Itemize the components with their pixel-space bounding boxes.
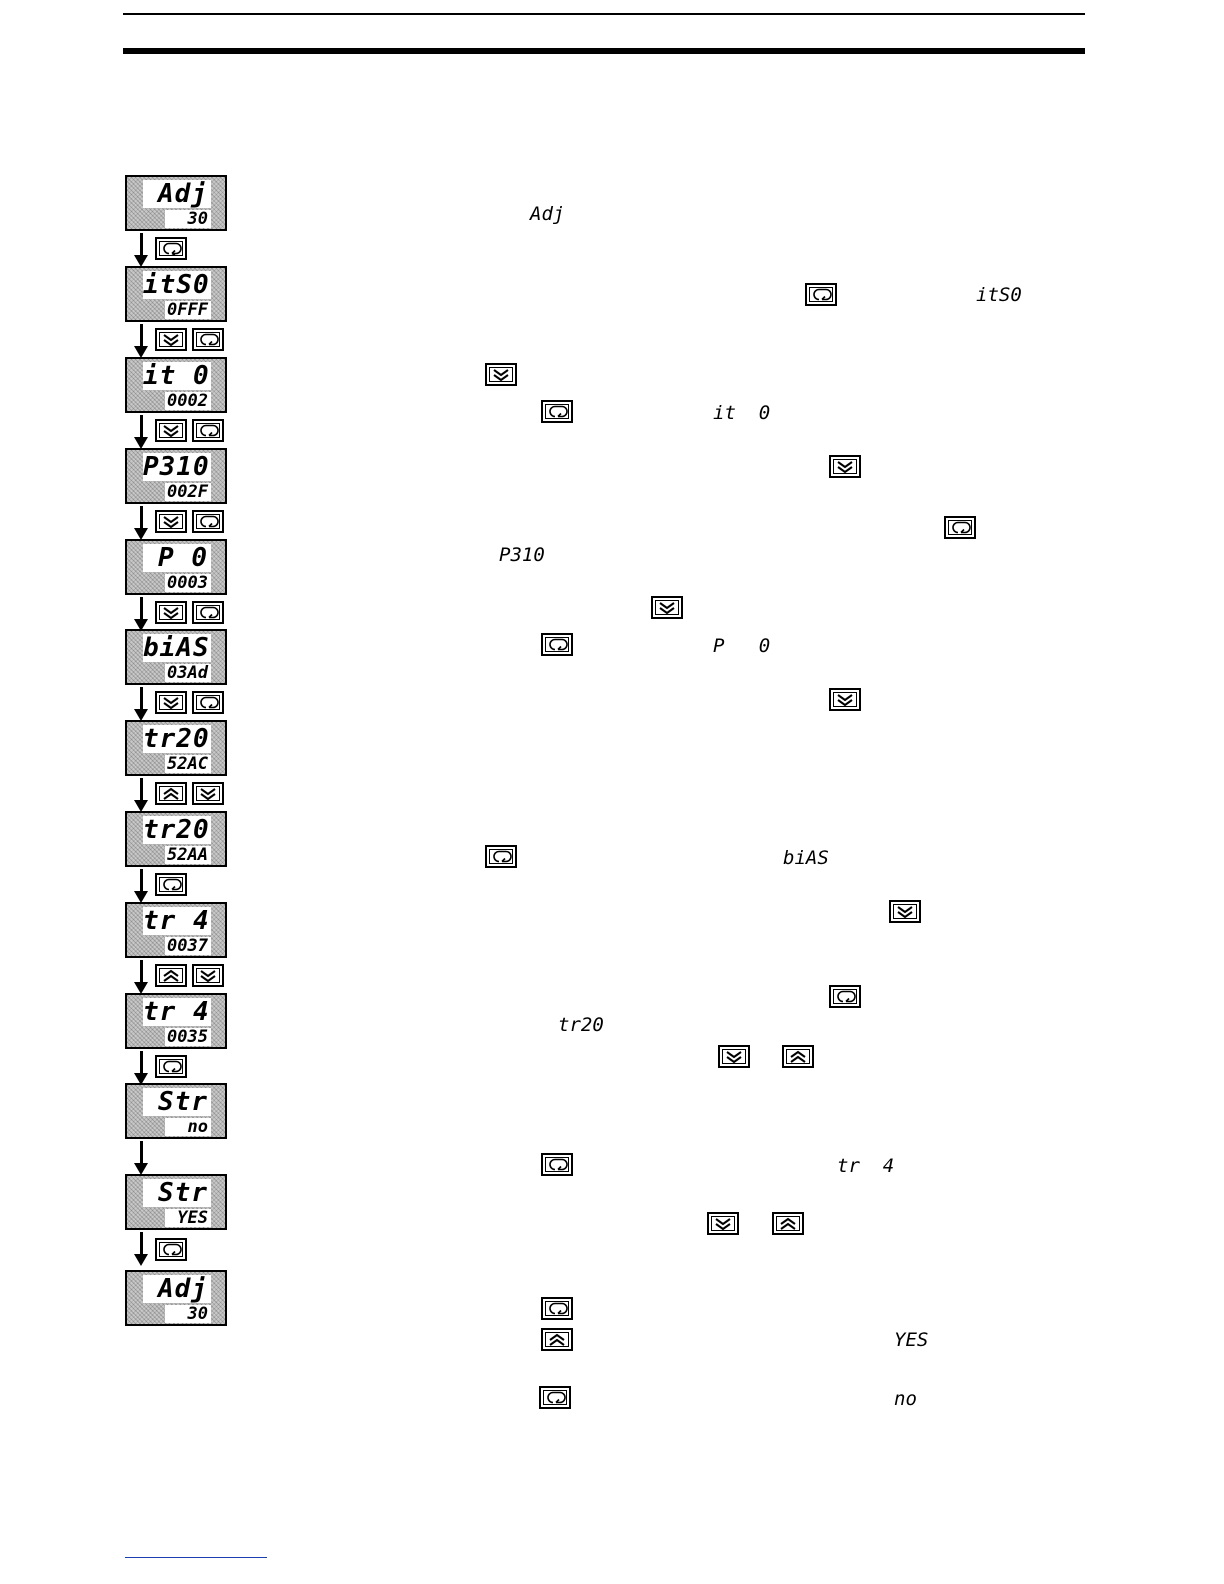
inline-segment-label: itS0 [976, 284, 1022, 306]
mode-key-icon [192, 328, 224, 351]
header-rule-thin [123, 13, 1085, 15]
inline-segment-label: Adj [530, 203, 565, 225]
display-panel [125, 720, 227, 776]
up-key-icon [541, 1328, 573, 1351]
inline-segment-label: P 0 [713, 635, 771, 657]
display-panel [125, 811, 227, 867]
down-key-icon [155, 328, 187, 351]
down-key-icon [155, 691, 187, 714]
inline-segment-label: tr 4 [837, 1155, 895, 1177]
mode-key-icon [192, 601, 224, 624]
display-panel [125, 902, 227, 958]
down-arrow-icon [134, 1232, 148, 1266]
down-key-icon [651, 596, 683, 619]
mode-key-icon [155, 873, 187, 896]
display-bottom-text: 30 [165, 1305, 211, 1323]
down-key-icon [829, 455, 861, 478]
display-panel [125, 993, 227, 1049]
up-key-icon [155, 964, 187, 987]
mode-key-icon [541, 633, 573, 656]
inline-segment-label: P310 [499, 544, 545, 566]
display-top-text: Adj [143, 180, 211, 208]
display-top-text: tr 4 [143, 997, 210, 1027]
display-panel [125, 1270, 227, 1326]
display-top-text: Adj [143, 1275, 211, 1303]
down-arrow-icon [134, 324, 148, 358]
down-key-icon [829, 688, 861, 711]
down-arrow-icon [134, 233, 148, 267]
up-key-icon [772, 1212, 804, 1235]
display-top-text: Str [143, 1179, 211, 1207]
display-bottom-text: no [165, 1118, 211, 1136]
down-key-icon [889, 900, 921, 923]
up-key-icon [155, 782, 187, 805]
display-panel [125, 266, 227, 322]
display-panel [125, 175, 227, 231]
display-bottom-text: 52AA [165, 846, 211, 864]
display-top-text: itS0 [143, 270, 210, 300]
down-key-icon [485, 363, 517, 386]
mode-key-icon [541, 400, 573, 423]
display-panel [125, 1083, 227, 1139]
header-rule-thick [123, 48, 1085, 54]
mode-key-icon [829, 985, 861, 1008]
down-arrow-icon [134, 597, 148, 631]
inline-segment-label: tr20 [558, 1014, 604, 1036]
inline-segment-label: YES [894, 1329, 929, 1351]
down-key-icon [155, 601, 187, 624]
down-key-icon [155, 510, 187, 533]
mode-key-icon [541, 1153, 573, 1176]
display-bottom-text: 0035 [165, 1028, 211, 1046]
down-arrow-icon [134, 1051, 148, 1085]
display-top-text: tr20 [143, 724, 210, 754]
mode-key-icon [155, 1055, 187, 1078]
display-panel [125, 539, 227, 595]
mode-key-icon [192, 419, 224, 442]
display-panel [125, 1174, 227, 1230]
down-arrow-icon [134, 506, 148, 540]
down-arrow-icon [134, 778, 148, 812]
display-top-text: it 0 [143, 361, 210, 391]
mode-key-icon [805, 283, 837, 306]
down-key-icon [707, 1212, 739, 1235]
display-bottom-text: 0003 [165, 574, 211, 592]
down-arrow-icon [134, 869, 148, 903]
mode-key-icon [485, 845, 517, 868]
down-key-icon [155, 419, 187, 442]
display-top-text: biAS [143, 633, 210, 663]
mode-key-icon [192, 510, 224, 533]
footer-link-rule [125, 1557, 267, 1558]
down-key-icon [192, 782, 224, 805]
display-panel [125, 448, 227, 504]
display-bottom-text: 002F [165, 483, 211, 501]
display-top-text: tr20 [143, 815, 210, 845]
mode-key-icon [192, 691, 224, 714]
display-bottom-text: 0037 [165, 937, 211, 955]
display-top-text: P310 [143, 452, 210, 482]
down-key-icon [718, 1045, 750, 1068]
display-bottom-text: 30 [165, 210, 211, 228]
mode-key-icon [539, 1386, 571, 1409]
down-key-icon [192, 964, 224, 987]
display-bottom-text: 03Ad [165, 664, 211, 682]
inline-segment-label: no [894, 1388, 917, 1410]
display-top-text: tr 4 [143, 906, 210, 936]
inline-segment-label: biAS [783, 847, 829, 869]
inline-segment-label: it 0 [713, 402, 771, 424]
down-arrow-icon [134, 415, 148, 449]
display-bottom-text: YES [165, 1209, 211, 1227]
down-arrow-icon [134, 960, 148, 994]
display-bottom-text: 0FFF [165, 301, 211, 319]
mode-key-icon [944, 516, 976, 539]
display-top-text: Str [143, 1088, 211, 1116]
mode-key-icon [155, 237, 187, 260]
mode-key-icon [541, 1297, 573, 1320]
down-arrow-icon [134, 687, 148, 721]
mode-key-icon [155, 1238, 187, 1261]
display-panel [125, 357, 227, 413]
display-bottom-text: 52AC [165, 755, 211, 773]
display-panel [125, 629, 227, 685]
down-arrow-icon [134, 1141, 148, 1175]
up-key-icon [782, 1045, 814, 1068]
display-bottom-text: 0002 [165, 392, 211, 410]
display-top-text: P 0 [143, 544, 211, 572]
